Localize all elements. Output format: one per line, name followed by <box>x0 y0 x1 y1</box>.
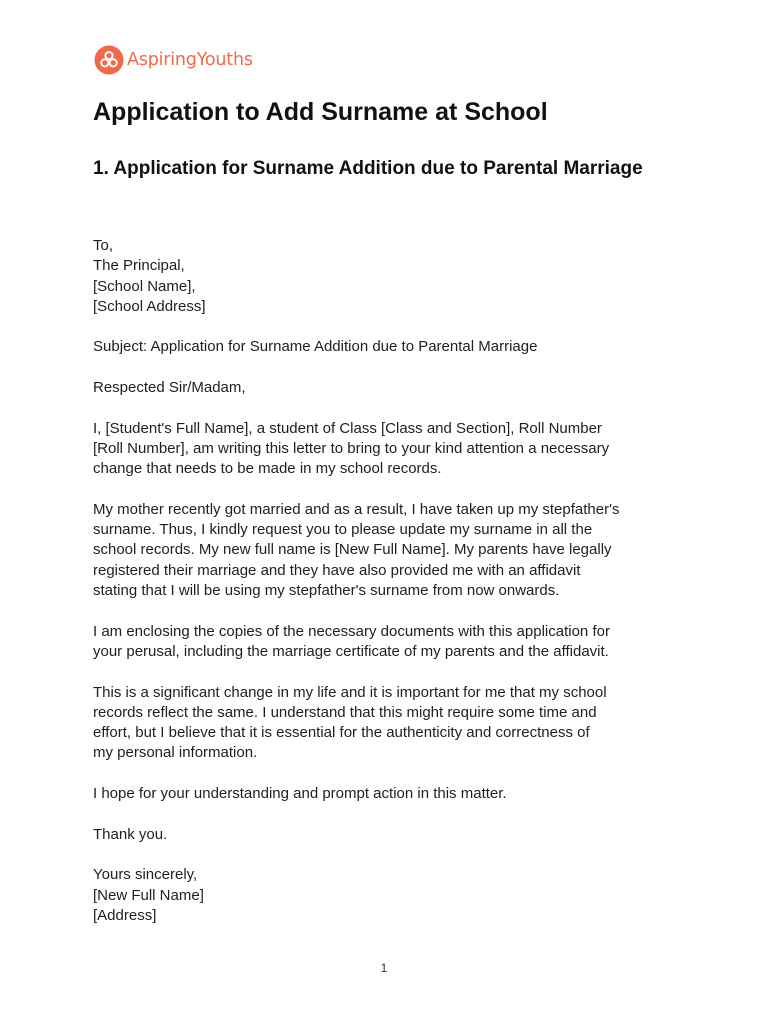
address-line: The Principal, <box>93 257 185 275</box>
paragraph-line: records reflect the same. I understand that this might require some time and <box>93 703 597 721</box>
paragraph-line: surname. Thus, I kindly request you to please update my surname in all the <box>93 521 593 539</box>
closing-signature <box>93 865 683 926</box>
paragraph-line: registered their marriage and they have also provided me with an affidavit <box>93 561 581 579</box>
salutation: Respected Sir/Madam, <box>93 379 246 397</box>
paragraph-introduction <box>93 419 683 480</box>
brand-logo[interactable] <box>94 44 253 76</box>
aspiringyouths-logo-icon <box>94 45 124 75</box>
paragraph-line: I, [Student's Full Name], a student of Class [Class and Section], Roll Number <box>93 419 602 437</box>
thanks-line: Thank you. <box>93 825 168 843</box>
paragraph-reason <box>93 500 683 601</box>
section-title: 1. Application for Surname Addition due to Parental Marriage <box>93 158 643 179</box>
paragraph-line: My mother recently got married and as a result, I have taken up my stepfather's <box>93 500 620 518</box>
paragraph-significance <box>93 683 683 764</box>
address-line: [School Address] <box>93 297 206 315</box>
paragraph-line: I am enclosing the copies of the necessary documents with this application for <box>93 622 610 640</box>
address-line: [School Name], <box>93 277 196 295</box>
paragraph-enclosures <box>93 622 683 663</box>
paragraph-line: your perusal, including the marriage certificate of my parents and the affidavit. <box>93 642 609 660</box>
closing-line: [New Full Name] <box>93 886 204 904</box>
paragraph-line: stating that I will be using my stepfather's surname from now onwards. <box>93 582 560 600</box>
closing-line: [Address] <box>93 906 157 924</box>
paragraph-line: change that needs to be made in my school records. <box>93 460 442 478</box>
brand-name: AspiringYouths <box>127 50 253 70</box>
paragraph-request <box>93 784 683 804</box>
paragraph-line: I hope for your understanding and prompt action in this matter. <box>93 785 507 803</box>
page-number: 1 <box>380 961 388 975</box>
subject-line: Subject: Application for Surname Addition due to Parental Marriage <box>93 338 538 356</box>
paragraph-line: [Roll Number], am writing this letter to bring to your kind attention a necessary <box>93 439 610 457</box>
letter-body <box>93 236 683 926</box>
address-line: To, <box>93 237 114 254</box>
document-title: Application to Add Surname at School <box>93 98 548 126</box>
paragraph-line: my personal information. <box>93 744 258 762</box>
paragraph-line: school records. My new full name is [New Full Name]. My parents have legally <box>93 541 612 559</box>
paragraph-line: effort, but I believe that it is essential for the authenticity and correctness of <box>93 724 590 742</box>
recipient-address <box>93 236 683 317</box>
closing-line: Yours sincerely, <box>93 866 198 884</box>
paragraph-line: This is a significant change in my life and it is important for me that my school <box>93 683 607 701</box>
